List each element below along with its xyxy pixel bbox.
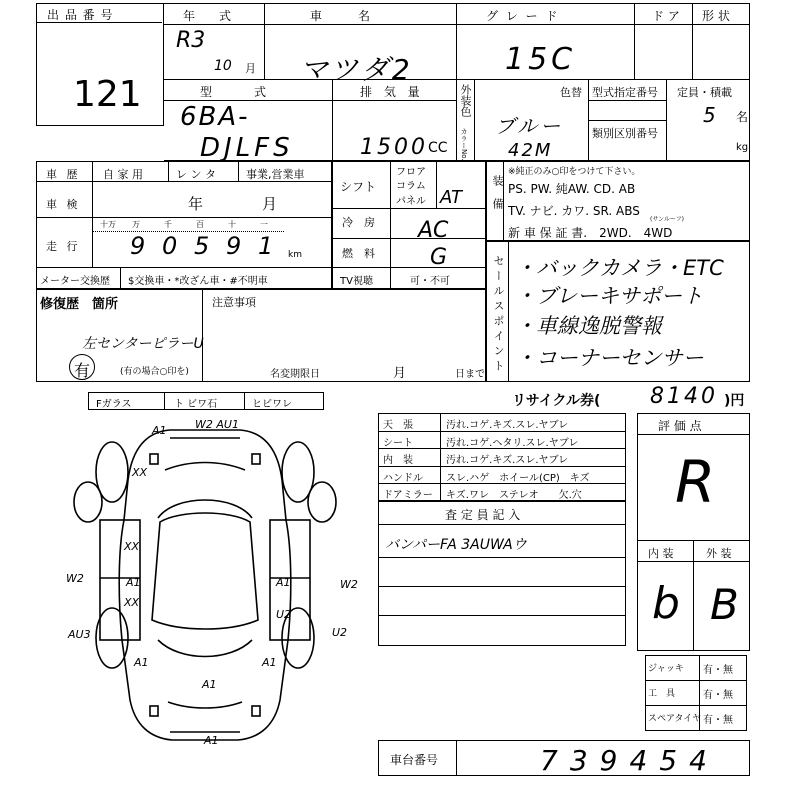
inspector-label: 査 定 員 記 入 xyxy=(445,508,521,522)
mileage-digit: 5 xyxy=(194,232,210,260)
lot-label: 出 品 番 号 xyxy=(47,8,114,22)
displacement-label: 排 気 量 xyxy=(360,85,424,99)
chassis-label: 車台番号 xyxy=(390,753,439,767)
year-label: 年 式 xyxy=(183,9,232,23)
mark-a1-bl: A1 xyxy=(134,656,149,669)
mileage-digit: 0 xyxy=(162,232,178,260)
recycle-label: リサイクル券( xyxy=(512,393,601,409)
exterior-color-label: 外装色 xyxy=(459,84,472,117)
condition-row-items: 汚れ.コゲ.キズ.スレ.ヤブレ xyxy=(446,420,569,431)
model-label: 型 式 xyxy=(200,85,273,99)
mileage-unit-label: 百 xyxy=(196,220,204,229)
sale-point-1: ・バックカメラ・ETC xyxy=(515,256,724,280)
equipment-note: ※純正のみ○印をつけて下さい。 xyxy=(508,167,641,177)
condition-row-label: シート xyxy=(383,437,413,449)
shift-panel: パネル xyxy=(396,196,426,207)
mark-a1-br: A1 xyxy=(262,656,277,669)
condition-row-label: 内 装 xyxy=(383,455,413,467)
sale-point-4: ・コーナーセンサー xyxy=(515,346,704,370)
mark-a1-top: A1 xyxy=(152,424,167,437)
displacement-value: 1500 xyxy=(360,135,428,160)
mileage-unit-label: 十万 xyxy=(100,220,116,229)
grade-label: グ レ ー ド xyxy=(486,9,560,23)
condition-row-items: 汚れ.コゲ.ヘタリ.スレ.ヤブレ xyxy=(446,437,579,449)
history-commercial: 事業,営業車 xyxy=(246,168,305,181)
km-unit: km xyxy=(288,250,302,260)
condition-row-label: ハンドル xyxy=(383,472,423,484)
inspection-month: 月 xyxy=(262,195,278,213)
grade-overall: R xyxy=(675,448,716,516)
capacity-unit: 名 xyxy=(736,110,749,124)
mileage-unit-label: 万 xyxy=(132,220,140,229)
lot-number: 121 xyxy=(73,74,142,115)
mark-xx-3: XX xyxy=(124,596,140,609)
fuel-label: 燃 料 xyxy=(342,247,375,260)
chassis-number: 739454 xyxy=(540,744,719,777)
capacity-label: 定員・積載 xyxy=(677,86,732,99)
mark-u2-mid: U2 xyxy=(276,608,292,621)
capacity-value: 5 xyxy=(703,103,716,127)
deadline-day: 日まで xyxy=(455,369,485,380)
inspection-label: 車 検 xyxy=(46,198,81,211)
mileage-digit: 1 xyxy=(258,232,274,260)
history-label: 車 歴 xyxy=(46,168,81,181)
lot-box xyxy=(36,3,164,126)
inspection-year: 年 xyxy=(188,195,204,213)
accessory-label: ジャッキ xyxy=(648,664,684,674)
equipment-sunroof: (サンルーフ) xyxy=(650,216,684,223)
sale-point-3: ・車線逸脱警報 xyxy=(515,314,662,338)
shift-value: AT xyxy=(440,187,462,208)
ac-label: 冷 房 xyxy=(342,216,375,229)
month-value: 10 xyxy=(214,58,232,74)
history-rental: レ ン タ xyxy=(176,168,216,181)
fuel-value: G xyxy=(430,245,448,270)
mileage-label: 走 行 xyxy=(46,240,81,253)
sale-point-2: ・ブレーキサポート xyxy=(515,284,704,308)
mark-w2au1: W2 AU1 xyxy=(195,418,239,431)
equipment-row-2: TV. ナビ. カワ. SR. ABS xyxy=(508,204,640,218)
month-unit: 月 xyxy=(245,62,256,75)
class-label: 類別区別番号 xyxy=(592,127,658,140)
equipment-row-3: 新 車 保 証 書. 2WD. 4WD xyxy=(508,226,673,240)
mileage-unit-label: 千 xyxy=(164,220,172,229)
mileage-unit-label: 一 xyxy=(260,220,268,229)
exterior-grade: B xyxy=(710,580,739,629)
condition-row-label: 天 張 xyxy=(383,420,413,431)
repair-hint: (有の場合○印を) xyxy=(120,367,189,377)
history-private: 自 家 用 xyxy=(103,168,143,181)
mark-w2-left: W2 xyxy=(66,572,84,585)
shift-floor: フロア xyxy=(396,167,426,178)
mark-xx-1: XX xyxy=(132,466,148,479)
deadline-label: 名変期限日 xyxy=(270,369,320,380)
mileage-unit-label: 十 xyxy=(228,220,236,229)
condition-row-items: 汚れ.コゲ.キズ.スレ.ヤブレ xyxy=(446,455,569,467)
make-label: 車 名 xyxy=(310,9,375,23)
meter-flags: $交換車・*改ざん車・#不明車 xyxy=(128,276,268,287)
year-value: R3 xyxy=(176,28,206,53)
recycle-unit: )円 xyxy=(724,393,745,409)
model-code: 6BA- xyxy=(180,102,250,132)
recycle-amount: 8140 xyxy=(650,384,718,409)
color-value: ブルー xyxy=(495,114,564,138)
interior-grade: b xyxy=(652,578,680,629)
interior-label: 内 装 xyxy=(648,547,674,560)
accessory-label: 工 具 xyxy=(648,689,676,699)
grade-label: 評 価 点 xyxy=(658,419,702,433)
deadline-month: 月 xyxy=(393,366,407,381)
condition-row-items: キズ.ワレ ステレオ 欠.穴 xyxy=(446,490,582,502)
kg-unit: kg xyxy=(736,142,749,153)
car-diagram xyxy=(40,410,370,770)
repair-label: 修復歴 箇所 xyxy=(40,297,119,312)
tv-value: 可・不可 xyxy=(410,276,450,287)
make-value: マツダ2 xyxy=(300,53,413,86)
mark-a1-right: A1 xyxy=(276,576,291,589)
mileage-digit: 9 xyxy=(130,232,146,260)
condition-row-items: スレ.ハゲ ホイール(CP) キズ xyxy=(446,472,590,484)
tv-label: TV視聴 xyxy=(340,276,373,287)
mark-au3: AU3 xyxy=(68,628,91,641)
sale-points-label: セールスポイント xyxy=(492,255,505,375)
inspector-note: バンパーFA 3AUWAウ xyxy=(385,537,527,553)
condition-row-label: ドアミラー xyxy=(383,490,433,502)
meter-label: メーター交換歴 xyxy=(40,276,110,287)
shift-column: コラム xyxy=(396,181,426,192)
glass-crack: ヒビワレ xyxy=(252,399,292,410)
color-replace-label: 色替 xyxy=(560,86,582,99)
accessory-value: 有・無 xyxy=(703,715,733,726)
mark-a1-bottom: A1 xyxy=(204,734,219,747)
ac-value: AC xyxy=(418,218,449,243)
type-cert-label: 型式指定番号 xyxy=(592,86,658,99)
exterior-label: 外 装 xyxy=(706,547,732,560)
mark-xx-2: XX xyxy=(124,540,140,553)
color-code: 42M xyxy=(508,140,553,161)
accessory-value: 有・無 xyxy=(703,690,733,701)
equipment-row-1: PS. PW. 純AW. CD. AB xyxy=(508,182,636,196)
mark-u2-right: U2 xyxy=(332,626,348,639)
equipment-label: 装備 xyxy=(491,175,504,221)
notes-label: 注意事項 xyxy=(212,296,256,309)
repair-note: 左センターピラーU xyxy=(82,336,204,352)
shift-label: シフト xyxy=(340,180,377,194)
mark-a1-rear: A1 xyxy=(202,678,217,691)
repair-value: 有 xyxy=(74,361,91,380)
accessory-label: スペアタイヤ xyxy=(648,714,702,724)
displacement-unit: CC xyxy=(428,140,448,156)
repair-circle xyxy=(69,354,95,380)
glass-chip: ト ビワ石 xyxy=(174,399,218,410)
glass-f: Fガラス xyxy=(96,399,132,410)
mileage-digit: 9 xyxy=(226,232,242,260)
mark-a1-left: A1 xyxy=(126,576,141,589)
body-label: 形 状 xyxy=(702,9,730,23)
doors-label: ド ア xyxy=(652,9,680,23)
accessory-value: 有・無 xyxy=(703,665,733,676)
grade-value: 15C xyxy=(505,42,577,77)
color-number-label: カラーNo. xyxy=(460,128,468,161)
model-code-2: DJLFS xyxy=(200,133,294,163)
mark-w2-right: W2 xyxy=(340,578,358,591)
